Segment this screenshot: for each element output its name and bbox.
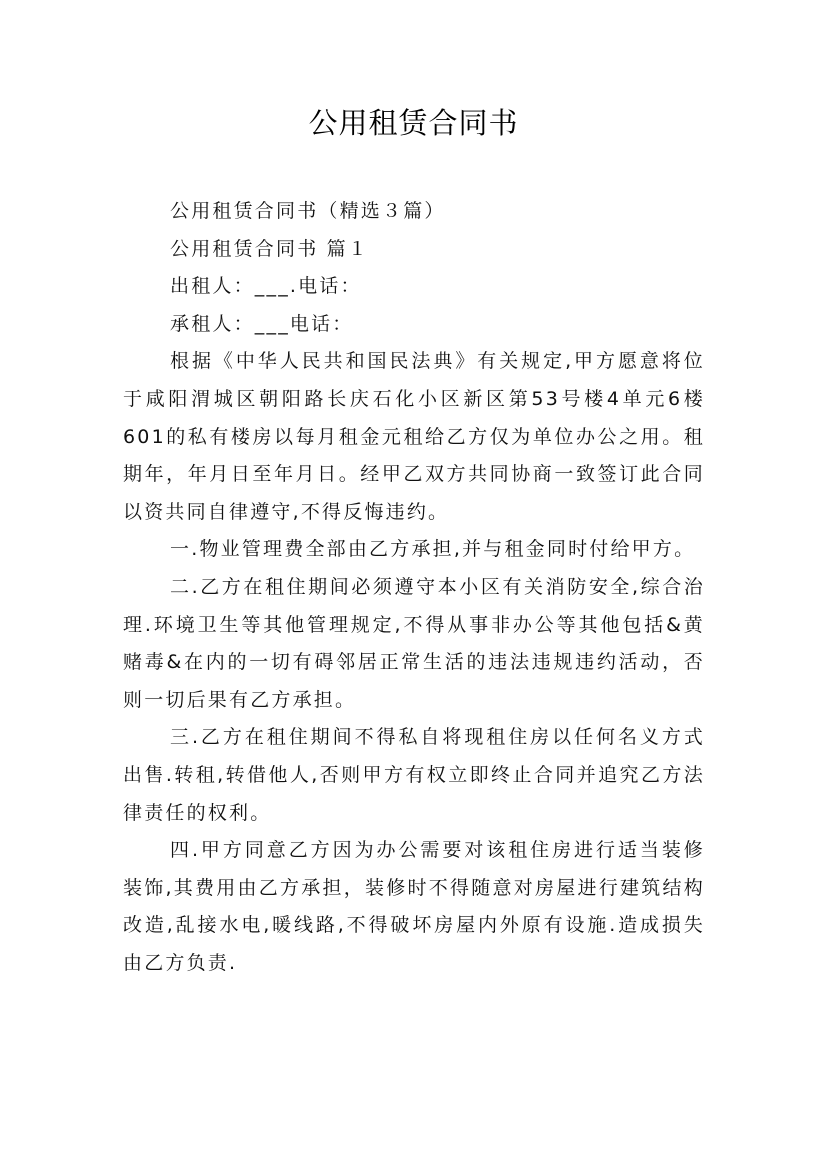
paragraph-clause-1: 一.物业管理费全部由乙方承担,并与租金同时付给甲方。	[170, 538, 696, 561]
paragraph-clause-3: 三.乙方在租住期间不得私自将现租住房以任何名义方式出售.转租,转借他人,否则甲方有权立即终止合同并追究乙方法律责任的权利。	[123, 726, 705, 824]
paragraph-lessee: 承租人：___电话：	[170, 312, 354, 335]
paragraph-clause-2: 二.乙方在租住期间必须遵守本小区有关消防安全,综合治理.环境卫生等其他管理规定,不得从事非办公等其他包括&黄赌毒&在内的一切有碍邻居正常生活的违法违规违约活动，否则一切后果有乙方承担。	[123, 575, 705, 711]
paragraph-clause-4: 四.甲方同意乙方因为办公需要对该租住房进行适当装修装饰,其费用由乙方承担，装修时不得随意对房屋进行建筑结构改造,乱接水电,暖线路,不得破坏房屋内外原有设施.造成损失由乙方负责.	[123, 839, 705, 974]
document-title: 公用租赁合同书	[308, 106, 519, 140]
paragraph-heading-collection: 公用租赁合同书（精选３篇）	[170, 200, 446, 222]
paragraph-preamble: 根据《中华人民共和国民法典》有关规定,甲方愿意将位于咸阳渭城区朝阳路长庆石化小区新区第53号楼4单元6楼601的私有楼房以每月租金元租给乙方仅为单位办公之用。租期年，年月日至年月日。经甲乙双方共同协商一致签订此合同以资共同自律遵守,不得反悔违约。	[123, 350, 705, 523]
paragraph-lessor: 出租人：___.电话：	[170, 275, 362, 298]
document-body	[123, 193, 705, 982]
paragraph-heading-part-1: 公用租赁合同书 篇１	[170, 237, 370, 260]
